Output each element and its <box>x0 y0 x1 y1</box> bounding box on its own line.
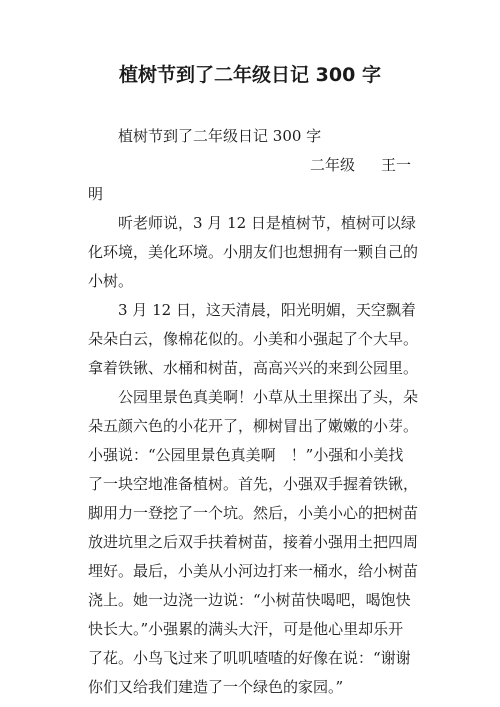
subtitle-line: 植树节到了二年级日记 300 字 <box>118 127 322 145</box>
paragraph-line: 听老师说，3 月 12 日是植树节，植树可以绿 <box>118 214 416 232</box>
paragraph-line: 放进坑里之后双手扶着树苗，接着小强用土把四周 <box>88 533 419 551</box>
paragraph-line: 拿着铁锹、水桶和树苗，高高兴兴的来到公园里。 <box>88 359 419 377</box>
paragraph-line: 化环境，美化环境。小朋友们也想拥有一颗自己的 <box>88 243 419 261</box>
byline-name-continued: 明 <box>88 185 104 203</box>
document-title: 植树节到了二年级日记 300 字 <box>119 64 381 86</box>
paragraph-line: 你们又给我们建造了一个绿色的家园。” <box>88 678 344 696</box>
paragraph-3 <box>88 383 424 702</box>
paragraph-line: 3 月 12 日，这天清晨，阳光明媚，天空飘着 <box>118 301 416 319</box>
byline-name-part1: 王一 <box>381 156 412 174</box>
paragraph-line: 浇上。她一边浇一边说：“小树苗快喝吧，喝饱快 <box>88 591 411 609</box>
paragraph-line: 小强说：“公园里景色真美啊 ！”小强和小美找 <box>88 446 404 464</box>
paragraph-line: 埋好。最后，小美从小河边打来一桶水，给小树苗 <box>88 562 419 580</box>
paragraph-1 <box>88 209 424 296</box>
byline-grade: 二年级 <box>310 156 356 174</box>
paragraph-line: 脚用力一登挖了一个坑。然后，小美小心的把树苗 <box>88 504 419 522</box>
paragraph-line: 朵五颜六色的小花开了，柳树冒出了嫩嫩的小芽。 <box>88 417 419 435</box>
paragraph-line: 了花。小鸟飞过来了叽叽喳喳的好像在说：“谢谢 <box>88 649 411 667</box>
paragraph-line: 小树。 <box>88 272 134 290</box>
paragraph-line: 了一块空地准备植树。首先，小强双手握着铁锹， <box>88 475 419 493</box>
document-body <box>88 122 424 702</box>
paragraph-line: 朵朵白云，像棉花似的。小美和小强起了个大早。 <box>88 330 419 348</box>
paragraph-line: 快长大。”小强累的满头大汗，可是他心里却乐开 <box>88 620 404 638</box>
byline <box>88 151 424 180</box>
paragraph-line: 公园里景色真美啊！小草从土里探出了头，朵 <box>118 388 419 406</box>
paragraph-2 <box>88 296 424 383</box>
